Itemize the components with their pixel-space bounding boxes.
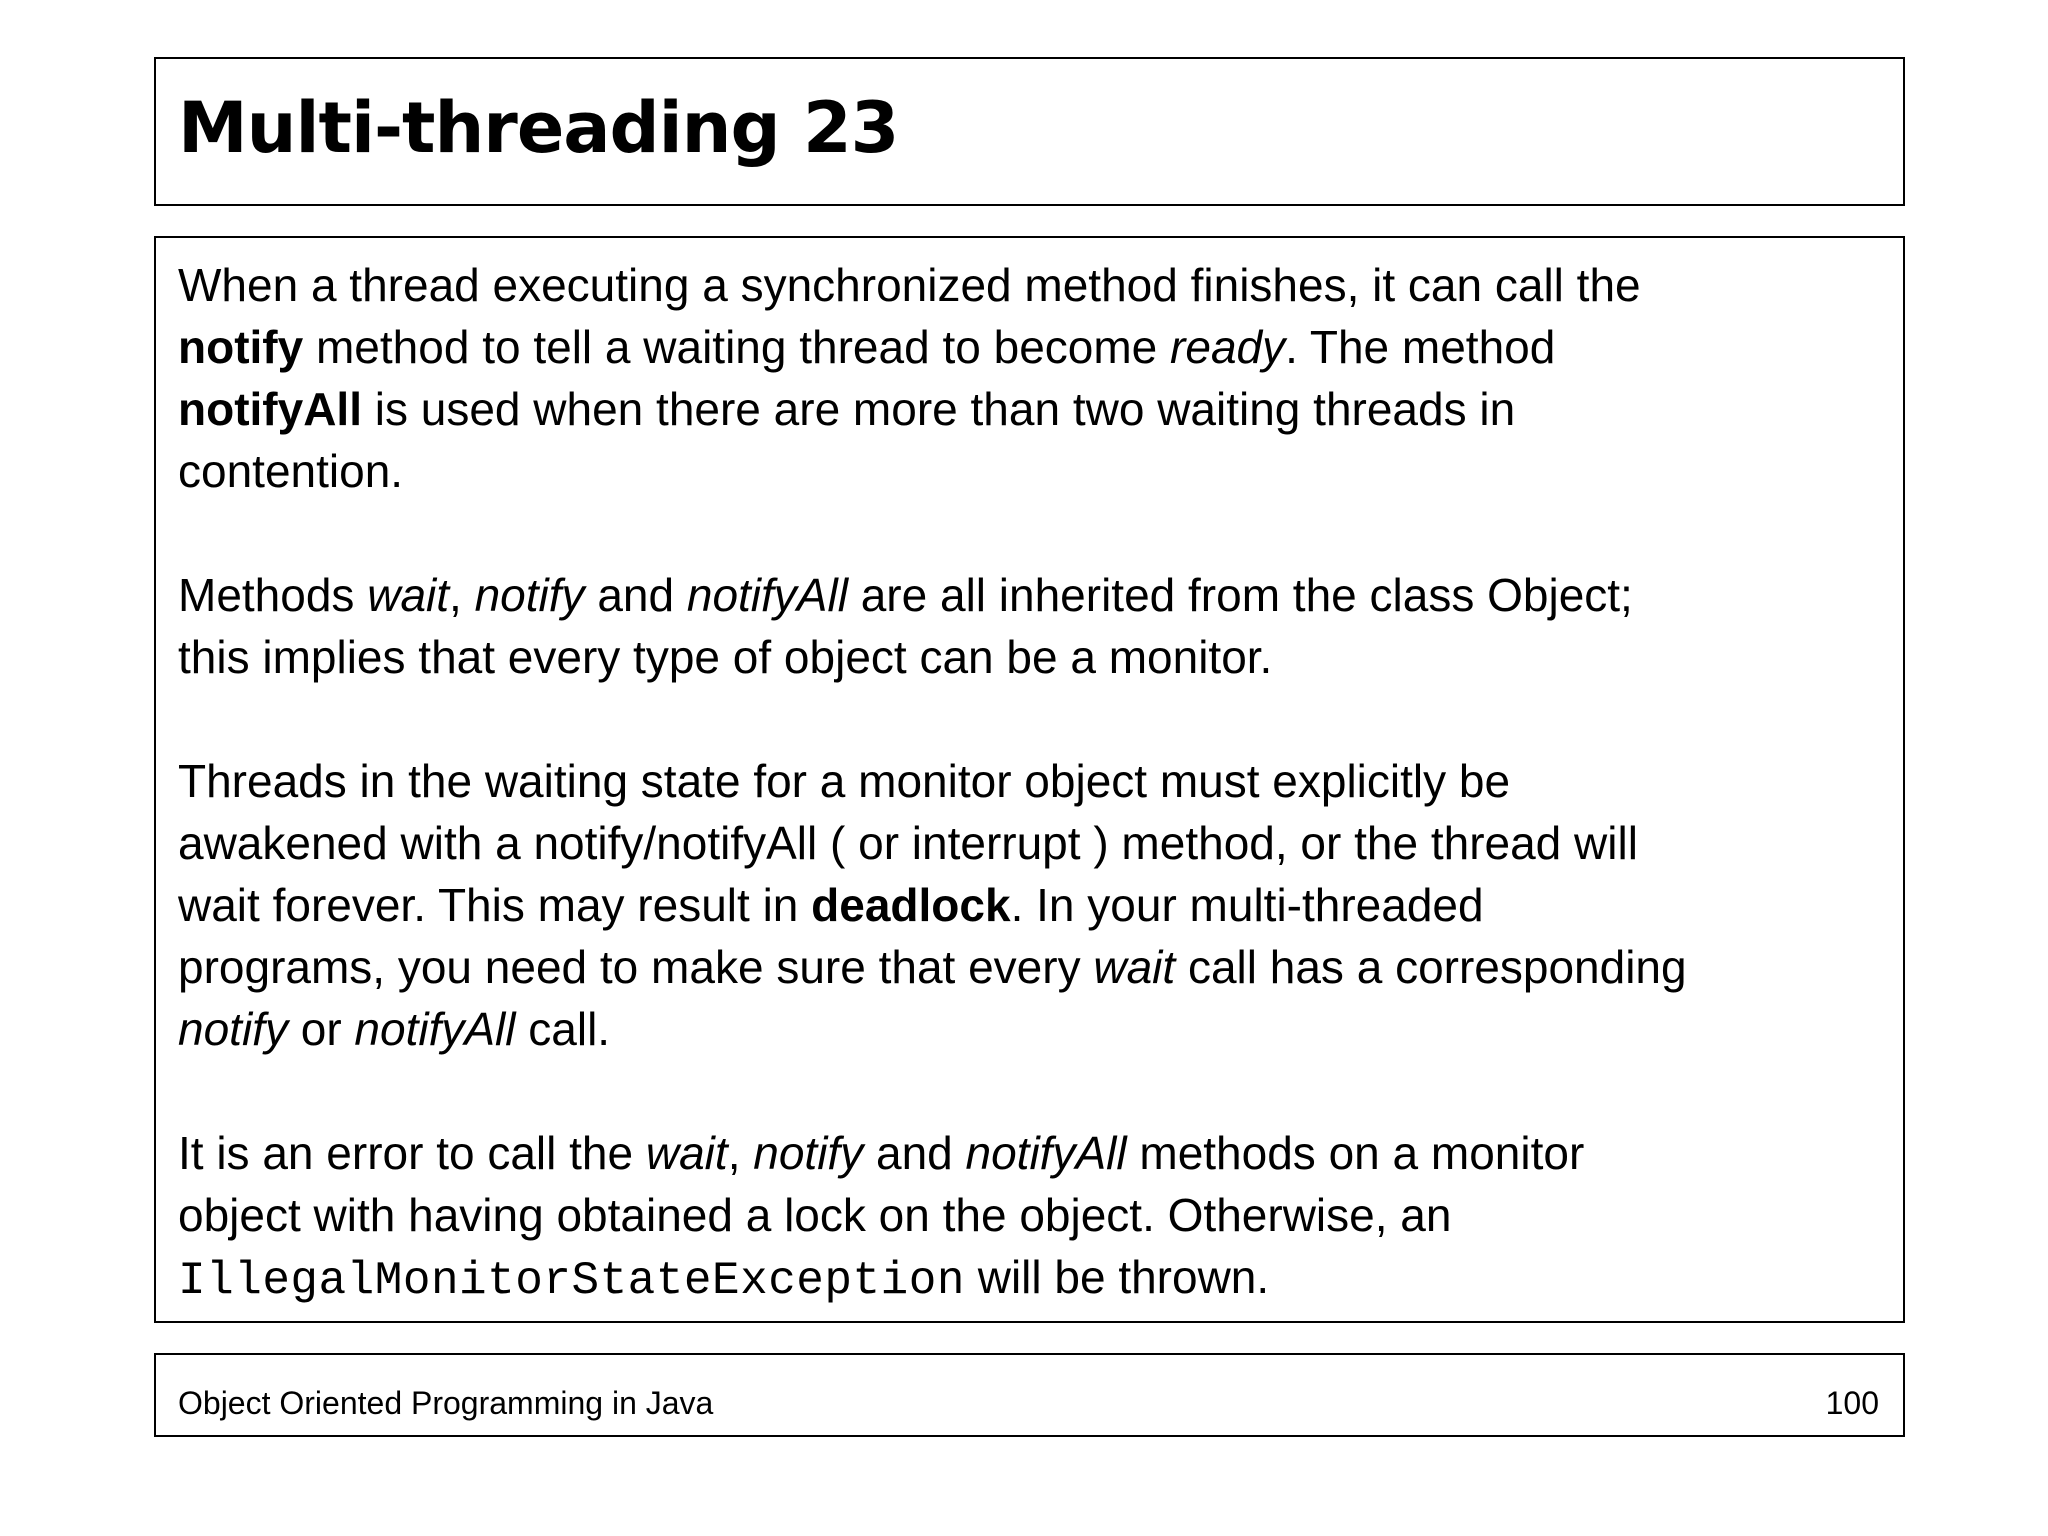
text-line — [178, 812, 1883, 874]
text-span: When a thread executing a synchronized method finishes, it can call the — [178, 259, 1641, 311]
slide-footer — [154, 1353, 1905, 1437]
paragraph-inherited-methods — [178, 564, 1883, 688]
text-span: awakened with a notify/notifyAll ( or interrupt ) method, or the thread will — [178, 817, 1638, 869]
text-span: are all inherited from the class Object; — [847, 569, 1633, 621]
text-span: will be thrown. — [964, 1251, 1270, 1303]
text-line — [178, 440, 1883, 502]
text-line — [178, 1246, 1883, 1312]
text-line — [178, 1184, 1883, 1246]
term-notifyall: notifyAll — [686, 569, 848, 621]
slide-title-box — [154, 57, 1905, 206]
text-span: contention. — [178, 445, 404, 497]
term-ready: ready — [1170, 321, 1286, 373]
paragraph-notify — [178, 254, 1883, 502]
term-notify: notify — [474, 569, 585, 621]
term-notifyall: notifyAll — [965, 1127, 1127, 1179]
text-span: . In your multi-threaded — [1010, 879, 1484, 931]
text-line — [178, 750, 1883, 812]
text-span: Methods — [178, 569, 368, 621]
term-notifyall: notifyAll — [354, 1003, 516, 1055]
paragraph-illegal-monitor-state — [178, 1122, 1883, 1312]
text-span: this implies that every type of object can be a monitor. — [178, 631, 1273, 683]
slide-content-box — [154, 236, 1905, 1323]
text-line — [178, 378, 1883, 440]
term-wait: wait — [645, 1127, 728, 1179]
text-span: wait forever. This may result in — [178, 879, 812, 931]
text-span: and — [584, 569, 687, 621]
keyword-notifyall: notifyAll — [178, 383, 362, 435]
text-line — [178, 626, 1883, 688]
text-span: , — [449, 569, 475, 621]
text-span: programs, you need to make sure that every — [178, 941, 1094, 993]
keyword-deadlock: deadlock — [811, 879, 1011, 931]
text-span: is used when there are more than two waiting threads in — [361, 383, 1516, 435]
text-span: call. — [515, 1003, 611, 1055]
text-line — [178, 316, 1883, 378]
text-span: . The method — [1285, 321, 1556, 373]
text-line — [178, 936, 1883, 998]
text-line — [178, 998, 1883, 1060]
term-wait: wait — [1093, 941, 1176, 993]
slide-title: Multi-threading 23 — [178, 87, 899, 169]
text-line — [178, 1122, 1883, 1184]
term-notify: notify — [753, 1127, 864, 1179]
term-notify: notify — [178, 1003, 288, 1055]
code-exception-name: IllegalMonitorStateException — [178, 1255, 965, 1307]
text-line — [178, 564, 1883, 626]
text-line — [178, 874, 1883, 936]
text-span: , — [727, 1127, 754, 1179]
text-span: Threads in the waiting state for a monitor object must explicitly be — [178, 755, 1511, 807]
slide-body — [178, 254, 1883, 1312]
text-span: call has a corresponding — [1175, 941, 1687, 993]
text-line — [178, 254, 1883, 316]
text-span: method to tell a waiting thread to become — [303, 321, 1171, 373]
keyword-notify: notify — [178, 321, 304, 373]
term-wait: wait — [367, 569, 450, 621]
paragraph-deadlock — [178, 750, 1883, 1060]
footer-course-title: Object Oriented Programming in Java — [178, 1385, 714, 1421]
text-span: and — [863, 1127, 966, 1179]
text-span: methods on a monitor — [1126, 1127, 1585, 1179]
page-number: 100 — [1825, 1385, 1879, 1421]
text-span: object with having obtained a lock on the object. Otherwise, an — [178, 1189, 1452, 1241]
text-span: or — [287, 1003, 355, 1055]
text-span: It is an error to call the — [178, 1127, 646, 1179]
